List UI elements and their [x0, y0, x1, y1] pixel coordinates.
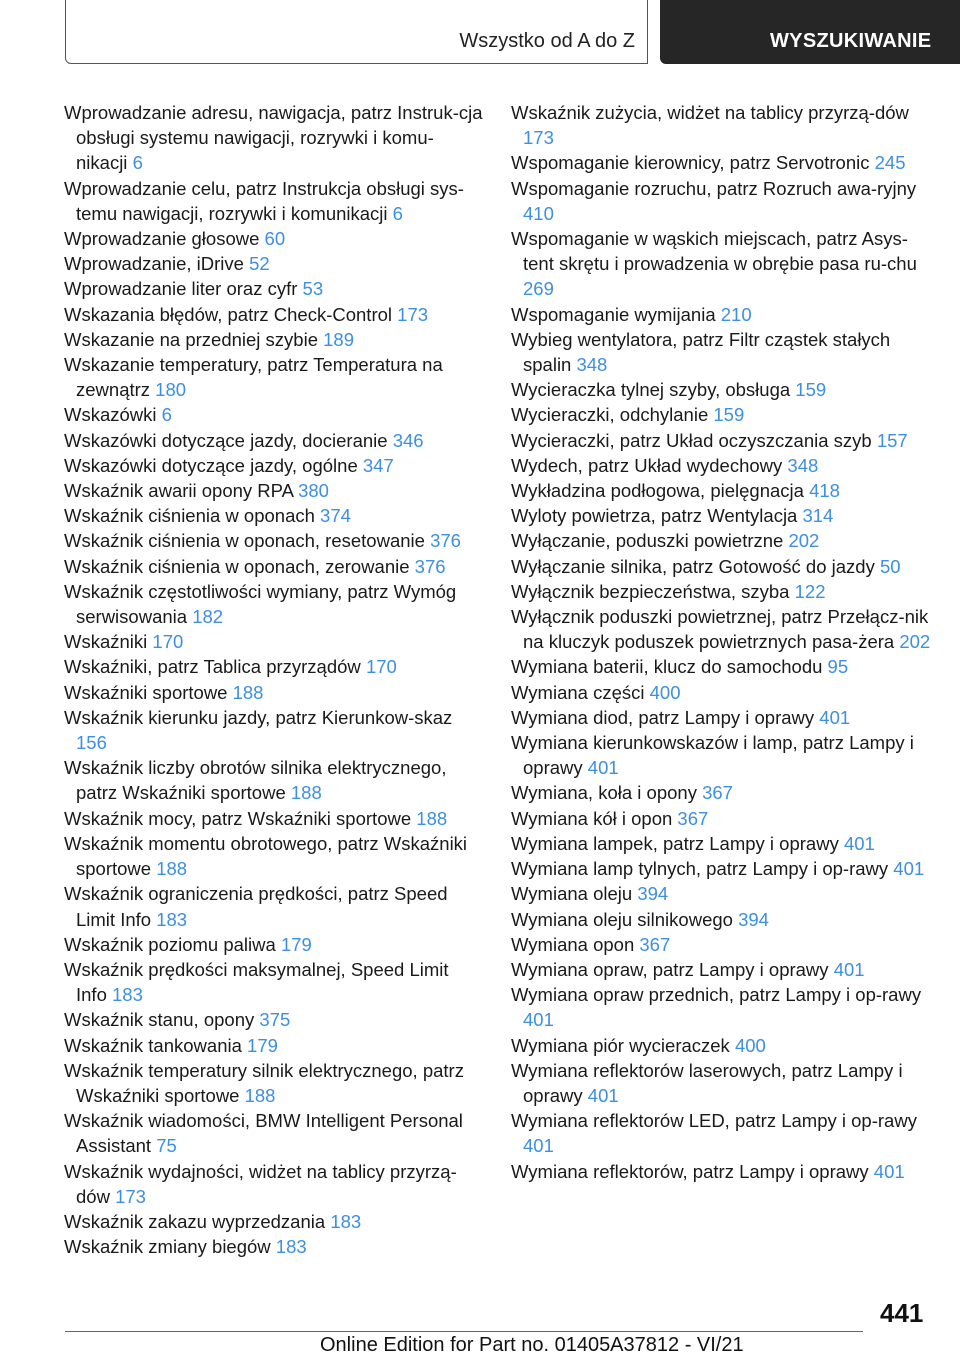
index-entry-text: Wymiana opraw przednich, patrz Lampy i op-rawy — [511, 984, 922, 1006]
page-reference-link[interactable]: 367 — [702, 782, 733, 804]
index-entry — [511, 982, 931, 1032]
index-entry — [511, 1159, 931, 1184]
index-entry — [64, 579, 484, 629]
index-entry — [511, 503, 931, 528]
index-entry — [511, 554, 931, 579]
index-entry-text: Wskaźnik awarii opony RPA — [64, 480, 293, 502]
page-reference-link[interactable]: 394 — [637, 883, 669, 905]
page-reference-link[interactable]: 375 — [259, 1009, 291, 1031]
page-reference-link[interactable]: 374 — [320, 505, 351, 527]
index-entry — [511, 302, 931, 327]
index-entry — [64, 327, 484, 352]
index-entry — [64, 251, 484, 276]
index-entry — [511, 654, 931, 679]
page-reference-link[interactable]: 376 — [430, 530, 461, 552]
search-tab-label: WYSZUKIWANIE — [770, 30, 932, 52]
index-entry-text: Wyłączanie silnika, patrz Gotowość do jazdy — [511, 555, 875, 577]
page-reference-link[interactable]: 95 — [827, 656, 849, 678]
page-reference-link[interactable]: 376 — [414, 555, 446, 577]
index-entry-text: Wskaźnik temperatury silnik elektrycznego, patrz Wskaźniki sportowe — [64, 1059, 464, 1106]
page-reference-link[interactable]: 122 — [794, 580, 826, 602]
index-entry — [511, 579, 931, 604]
index-entry — [64, 478, 484, 503]
page-reference-link[interactable]: 401 — [873, 1160, 905, 1182]
index-entry-text: Wskaźnik ograniczenia prędkości, patrz Speed Limit Info — [64, 883, 448, 930]
index-entry-text: Wymiana, koła i opony — [511, 782, 697, 804]
index-entry-text: Wycieraczki, patrz Układ oczyszczania szyb — [511, 429, 872, 451]
page-reference-link[interactable]: 6 — [132, 152, 143, 174]
page-reference-link[interactable]: 401 — [833, 958, 865, 980]
index-entry-text: Wskazówki dotyczące jazdy, docieranie — [64, 429, 388, 451]
index-entry-text: Wymiana części — [511, 681, 645, 703]
page-reference-link[interactable]: 401 — [587, 1084, 619, 1106]
index-entry — [64, 302, 484, 327]
index-entry — [64, 654, 484, 679]
index-entry — [511, 478, 931, 503]
page-reference-link[interactable]: 346 — [392, 429, 424, 451]
index-entry-text: Wymiana opraw, patrz Lampy i oprawy — [511, 958, 829, 980]
page-reference-link[interactable]: 6 — [161, 404, 172, 426]
index-entry — [511, 100, 931, 150]
index-column-left — [64, 100, 484, 1259]
index-entry-text: Wymiana piór wycieraczek — [511, 1034, 730, 1056]
page-reference-link[interactable]: 183 — [330, 1210, 362, 1232]
page-reference-link[interactable]: 180 — [155, 379, 187, 401]
index-entry-text: Wskaźniki, patrz Tablica przyrządów — [64, 656, 361, 678]
page-header — [0, 0, 960, 66]
index-entry — [64, 1033, 484, 1058]
index-entry — [64, 680, 484, 705]
index-entry-text: Wspomaganie kierownicy, patrz Servotronic — [511, 152, 870, 174]
index-entry — [64, 1007, 484, 1032]
index-entry-text: Wskazówki dotyczące jazdy, ogólne — [64, 454, 358, 476]
page-reference-link[interactable]: 53 — [302, 278, 324, 300]
page-reference-link[interactable]: 202 — [899, 631, 931, 653]
index-entry-text: Wycieraczka tylnej szyby, obsługa — [511, 379, 791, 401]
page-reference-link[interactable]: 348 — [787, 454, 819, 476]
page-reference-link[interactable]: 188 — [416, 807, 448, 829]
index-entry — [511, 176, 931, 226]
index-entry — [64, 881, 484, 931]
index-entry-text: Wymiana lamp tylnych, patrz Lampy i op-rawy — [511, 858, 889, 880]
index-entry — [511, 226, 931, 302]
index-entry — [64, 629, 484, 654]
page-reference-link[interactable]: 173 — [523, 127, 554, 149]
index-entry-text: Wskaźnik ciśnienia w oponach, resetowanie — [64, 530, 425, 552]
index-entry-text: Wskaźnik prędkości maksymalnej, Speed Limit Info — [64, 958, 449, 1006]
index-entry-text: Wymiana diod, patrz Lampy i oprawy — [511, 706, 815, 728]
index-entry-text: Wymiana reflektorów, patrz Lampy i oprawy — [511, 1160, 869, 1182]
index-entry — [511, 604, 931, 654]
index-entry — [64, 755, 484, 805]
index-entry-text: Wskaźnik wydajności, widżet na tablicy przyrzą-dów — [64, 1160, 457, 1207]
page-reference-link[interactable]: 401 — [893, 858, 925, 880]
index-entry-text: Wskaźniki — [64, 631, 148, 653]
index-entry-text: Wprowadzanie głosowe — [64, 228, 260, 250]
page-reference-link[interactable]: 245 — [874, 152, 906, 174]
index-entry — [511, 705, 931, 730]
index-entry-text: Wymiana reflektorów LED, patrz Lampy i op-rawy — [511, 1110, 917, 1132]
index-entry-text: Wskaźnik kierunku jazdy, patrz Kierunkow-skaz — [64, 706, 453, 728]
index-entry-text: Wskaźnik stanu, opony — [64, 1009, 255, 1031]
page-reference-link[interactable]: 50 — [879, 555, 901, 577]
index-entry-text: Wskaźnik ciśnienia w oponach, zerowanie — [64, 555, 410, 577]
index-entry — [511, 932, 931, 957]
index-entry — [64, 831, 484, 881]
page-reference-link[interactable]: 6 — [392, 202, 403, 224]
index-entry — [64, 428, 484, 453]
index-entry — [511, 831, 931, 856]
page-reference-link[interactable]: 75 — [156, 1135, 177, 1157]
page-reference-link[interactable]: 400 — [649, 681, 681, 703]
index-entry-text: Wprowadzanie liter oraz cyfr — [64, 278, 298, 300]
index-entry-text: Wydech, patrz Układ wydechowy — [511, 454, 783, 476]
index-entry — [64, 352, 484, 402]
page-reference-link[interactable]: 188 — [290, 782, 322, 804]
page-reference-link[interactable]: 380 — [298, 480, 329, 502]
index-entry — [64, 1058, 484, 1108]
page-reference-link[interactable]: 179 — [280, 933, 312, 955]
index-entry — [64, 528, 484, 553]
index-entry-text: Wyłącznik poduszki powietrznej, patrz Przełącz-nik na kluczyk poduszek powietrznych pasa-żera — [511, 606, 929, 653]
index-entry-text: Wskaźnik mocy, patrz Wskaźniki sportowe — [64, 807, 412, 829]
index-entry — [64, 1234, 484, 1259]
page-reference-link[interactable]: 157 — [876, 429, 908, 451]
index-entry — [511, 1108, 931, 1158]
index-entry-text: Wykładzina podłogowa, pielęgnacja — [511, 480, 804, 502]
page-reference-link[interactable]: 52 — [249, 253, 270, 275]
index-entry — [511, 402, 931, 427]
index-entry-text: Wskazówki — [64, 404, 157, 426]
index-entry-text: Wprowadzanie adresu, nawigacja, patrz Instruk-cja obsługi systemu nawigacji, rozrywki i komu-nikacji — [64, 102, 483, 174]
index-entry-text: Wyłączanie, poduszki powietrzne — [511, 530, 784, 552]
page-reference-link[interactable]: 156 — [76, 732, 107, 754]
page-reference-link[interactable]: 189 — [323, 328, 355, 350]
page-reference-link[interactable]: 182 — [192, 606, 224, 628]
index-entry — [511, 428, 931, 453]
page-reference-link[interactable]: 159 — [795, 379, 827, 401]
index-entry — [511, 957, 931, 982]
page-reference-link[interactable]: 401 — [523, 1135, 554, 1157]
index-entry-text: Wymiana opon — [511, 933, 635, 955]
index-entry-text: Wyłącznik bezpieczeństwa, szyba — [511, 580, 790, 602]
page-reference-link[interactable]: 188 — [156, 858, 188, 880]
index-entry — [511, 730, 931, 780]
index-entry-text: Wskazanie temperatury, patrz Temperatura na zewnątrz — [64, 354, 443, 401]
index-entry-text: Wskaźnik zakazu wyprzedzania — [64, 1210, 326, 1232]
page-reference-link[interactable]: 269 — [523, 278, 554, 300]
index-entry — [64, 453, 484, 478]
index-entry — [64, 176, 484, 226]
index-column-right — [511, 100, 931, 1184]
index-entry-text: Wspomaganie rozruchu, patrz Rozruch awa-ryjny — [511, 177, 917, 199]
index-entry — [511, 1058, 931, 1108]
index-entry-text: Wymiana baterii, klucz do samochodu — [511, 656, 823, 678]
index-entry — [64, 1209, 484, 1234]
section-tab-label: Wszystko od A do Z — [459, 30, 635, 52]
page-reference-link[interactable]: 347 — [362, 454, 394, 476]
index-entry — [64, 1159, 484, 1209]
index-entry — [64, 957, 484, 1007]
index-entry — [511, 377, 931, 402]
page-reference-link[interactable]: 170 — [152, 631, 184, 653]
page-reference-link[interactable]: 314 — [802, 505, 834, 527]
page-reference-link[interactable]: 401 — [819, 706, 851, 728]
page-reference-link[interactable]: 401 — [843, 832, 875, 854]
index-entry — [511, 907, 931, 932]
page-reference-link[interactable]: 401 — [587, 757, 619, 779]
index-entry — [511, 453, 931, 478]
index-entry-text: Wskaźnik zmiany biegów — [64, 1236, 271, 1258]
index-entry — [64, 226, 484, 251]
index-entry-text: Wskaźnik wiadomości, BMW Intelligent Personal Assistant — [64, 1110, 463, 1157]
index-entry — [511, 680, 931, 705]
page-reference-link[interactable]: 210 — [720, 303, 752, 325]
index-entry-text: Wycieraczki, odchylanie — [511, 404, 709, 426]
index-entry-text: Wskaźnik tankowania — [64, 1034, 242, 1056]
index-entry-text: Wymiana oleju — [511, 883, 633, 905]
index-entry — [64, 503, 484, 528]
index-entry-text: Wspomaganie w wąskich miejscach, patrz Asys-tent skrętu i prowadzenia w obrębie pasa ru-chu — [511, 228, 917, 275]
page-reference-link[interactable]: 183 — [275, 1236, 307, 1258]
index-entry — [64, 705, 484, 755]
page-reference-link[interactable]: 170 — [365, 656, 397, 678]
index-entry-text: Wskazanie na przedniej szybie — [64, 328, 318, 350]
index-entry-text: Wprowadzanie celu, patrz Instrukcja obsługi sys-temu nawigacji, rozrywki i komunikacji — [64, 177, 464, 224]
index-entry — [64, 806, 484, 831]
page-reference-link[interactable]: 367 — [639, 933, 671, 955]
index-entry — [511, 150, 931, 175]
index-entry-text: Wprowadzanie, iDrive — [64, 253, 244, 275]
index-entry-text: Wymiana oleju silnikowego — [511, 908, 733, 930]
index-entry — [511, 327, 931, 377]
index-entry-text: Wyloty powietrza, patrz Wentylacja — [511, 505, 798, 527]
page-reference-link[interactable]: 400 — [734, 1034, 766, 1056]
section-tab[interactable] — [65, 0, 648, 64]
index-entry-text: Wskaźnik ciśnienia w oponach — [64, 505, 315, 527]
search-tab-active[interactable] — [660, 0, 960, 64]
page-reference-link[interactable]: 173 — [115, 1185, 146, 1207]
index-entry — [64, 1108, 484, 1158]
index-entry-text: Wymiana kierunkowskazów i lamp, patrz Lampy i oprawy — [511, 732, 914, 779]
index-entry — [64, 100, 484, 176]
index-entry-text: Wspomaganie wymijania — [511, 303, 716, 325]
page-reference-link[interactable]: 394 — [738, 908, 769, 930]
page-reference-link[interactable]: 188 — [232, 681, 264, 703]
index-entry — [64, 276, 484, 301]
footer-divider — [65, 1331, 863, 1332]
page-reference-link[interactable]: 159 — [713, 404, 745, 426]
index-entry — [511, 1033, 931, 1058]
index-entry — [64, 554, 484, 579]
index-entry — [511, 780, 931, 805]
index-entry-text: Wskaźnik momentu obrotowego, patrz Wskaźniki sportowe — [64, 832, 468, 880]
page-reference-link[interactable]: 410 — [523, 202, 554, 224]
index-entry-text: Wskaźnik częstotliwości wymiany, patrz Wymóg serwisowania — [64, 580, 457, 628]
page-reference-link[interactable]: 60 — [264, 228, 286, 250]
index-entry — [511, 806, 931, 831]
index-entry — [511, 856, 931, 881]
footer-edition-text: Online Edition for Part no. 01405A37812 - VI/21 — [320, 1334, 744, 1356]
page-reference-link[interactable]: 183 — [156, 908, 188, 930]
page-reference-link[interactable]: 183 — [112, 984, 143, 1006]
index-entry-text: Wymiana lampek, patrz Lampy i oprawy — [511, 832, 839, 854]
page-reference-link[interactable]: 418 — [809, 480, 840, 502]
page-reference-link[interactable]: 188 — [244, 1084, 276, 1106]
index-entry-text: Wymiana reflektorów laserowych, patrz Lampy i oprawy — [511, 1059, 903, 1106]
index-entry-text: Wybieg wentylatora, patrz Filtr cząstek stałych spalin — [511, 328, 891, 376]
index-entry-text: Wskaźnik liczby obrotów silnika elektrycznego, patrz Wskaźniki sportowe — [64, 757, 447, 804]
index-entry — [64, 932, 484, 957]
page-reference-link[interactable]: 367 — [677, 807, 709, 829]
index-entry-text: Wymiana kół i opon — [511, 807, 673, 829]
page-reference-link[interactable]: 348 — [576, 354, 608, 376]
index-entry — [511, 881, 931, 906]
page-number: 441 — [880, 1298, 924, 1328]
page-reference-link[interactable]: 173 — [397, 303, 429, 325]
page-reference-link[interactable]: 179 — [247, 1034, 278, 1056]
index-entry — [64, 402, 484, 427]
page-reference-link[interactable]: 401 — [523, 1009, 554, 1031]
index-entry — [511, 528, 931, 553]
index-entry-text: Wskaźnik poziomu paliwa — [64, 933, 276, 955]
index-entry-text: Wskazania błędów, patrz Check-Control — [64, 303, 393, 325]
page-reference-link[interactable]: 202 — [788, 530, 820, 552]
index-entry-text: Wskaźniki sportowe — [64, 681, 228, 703]
index-entry-text: Wskaźnik zużycia, widżet na tablicy przyrzą-dów — [511, 102, 909, 123]
